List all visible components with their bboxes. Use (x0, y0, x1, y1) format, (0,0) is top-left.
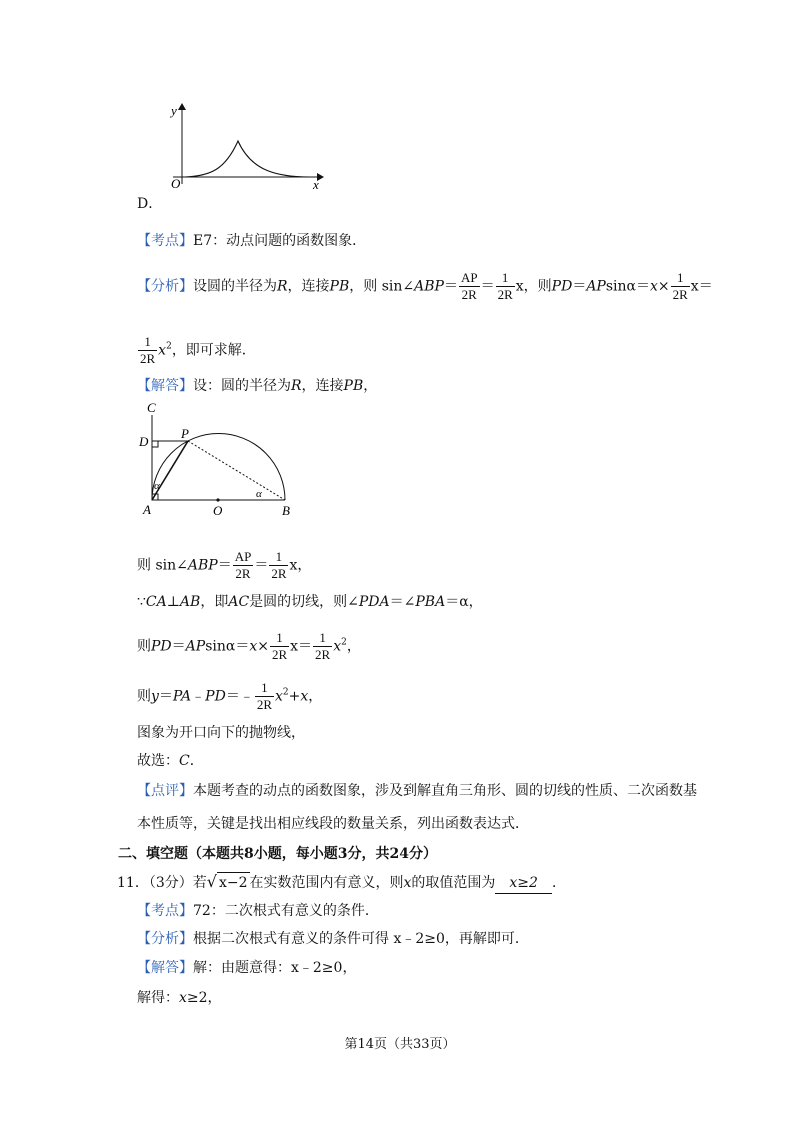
jieda-line (137, 376, 377, 396)
text: ，连接 (287, 278, 330, 295)
text: ， (308, 688, 323, 705)
var-AP: AP (586, 278, 606, 295)
text: sinα＝ (205, 638, 250, 655)
text: 根据二次根式有意义的条件可得 x﹣2≥0，再解即可． (193, 931, 529, 947)
y-axis-label: y (171, 103, 177, 118)
var-CA: CA (145, 594, 167, 610)
text: ． (551, 875, 566, 891)
step-6 (137, 751, 204, 771)
page-footer: 第14页（共33页） (344, 1037, 456, 1052)
text: 的取值范围为 (411, 875, 496, 891)
fraction (496, 270, 515, 303)
numerator: 1 (671, 270, 690, 287)
denominator: 2R (235, 566, 251, 581)
label-alpha-A: α (154, 480, 160, 492)
text: ． (189, 753, 204, 769)
step-4 (137, 680, 322, 713)
text: + (288, 688, 301, 705)
var-ABP: ABP (187, 557, 218, 574)
jieda-tag: 【解答】 (137, 960, 193, 976)
numerator: 1 (255, 680, 274, 697)
dianping-tag: 【点评】 (137, 783, 193, 799)
var-x: x (403, 875, 412, 891)
step-5: 图象为开口向下的抛物线， (137, 725, 305, 741)
denominator: 2R (271, 566, 287, 581)
step-2 (137, 592, 483, 612)
var-R: R (277, 278, 288, 295)
fenxi-tag: 【分析】 (137, 931, 193, 947)
var-PD: PD (205, 688, 226, 705)
exponent: 2 (166, 341, 172, 352)
origin-label: O (171, 176, 181, 191)
text: ≥2， (186, 990, 222, 1006)
kaodian-line (137, 231, 366, 251)
right-angle-D (152, 441, 158, 447)
var-AB: AB (179, 594, 201, 610)
text: ， (346, 638, 361, 655)
denominator: 2R (256, 697, 272, 712)
text: ，则 sin∠ (349, 278, 415, 295)
label-alpha-B: α (256, 488, 262, 500)
var-PB: PB (343, 378, 364, 394)
var-PDA: PDA (358, 594, 390, 610)
jieda-tag: 【解答】 (137, 378, 193, 394)
text: ＝ (443, 278, 458, 295)
numerator: AP (234, 549, 252, 564)
text: ， (363, 378, 378, 394)
fenxi-line-2 (137, 334, 256, 367)
center-O (216, 498, 219, 501)
var-PD: PD (551, 278, 573, 295)
text: × (657, 278, 670, 295)
option-d: D． (137, 196, 163, 212)
fenxi-line (137, 270, 713, 303)
dianping-line-1 (137, 781, 697, 801)
var-x: x (275, 688, 283, 705)
numerator: 1 (138, 334, 157, 351)
text: sinα＝ (605, 278, 650, 295)
text: 在实数范围内有意义，则 (249, 875, 404, 891)
text: （3分）若 (148, 875, 207, 891)
var-PB: PB (329, 278, 350, 295)
var-x: x (158, 342, 167, 359)
text: 解：由题意得：x﹣2≥0， (193, 960, 357, 976)
denominator: 2R (461, 287, 477, 302)
x-axis-label: x (313, 177, 319, 192)
label-O: O (213, 503, 223, 518)
line-PB (188, 441, 285, 500)
question-11 (117, 872, 566, 894)
denominator: 2R (315, 647, 331, 662)
fenxi-tag: 【分析】 (137, 278, 193, 295)
jieda-2-result (137, 988, 222, 1008)
text: ，连接 (301, 378, 344, 394)
text: ＝ (572, 278, 587, 295)
text: x＝ (290, 638, 313, 655)
text: ，即可求解． (171, 342, 256, 359)
kaodian-2 (137, 901, 379, 921)
label-C: C (147, 400, 156, 415)
numerator: 1 (313, 630, 332, 647)
numerator: AP (460, 270, 478, 285)
denominator: 2R (672, 287, 688, 302)
var-x: x (649, 278, 658, 295)
var-PA: PA (172, 688, 192, 705)
fraction (233, 549, 254, 582)
fraction (270, 630, 289, 663)
text: 则 (137, 688, 151, 705)
sqrt-radicand: x−2 (217, 872, 250, 893)
exponent: 2 (341, 637, 347, 648)
text: 本题考查的动点的函数图象，涉及到解直角三角形、圆的切线的性质、二次函数基 (193, 783, 697, 799)
var-R: R (291, 378, 302, 394)
fraction (269, 549, 288, 582)
text: ＝ (480, 278, 495, 295)
text: 则 (137, 638, 151, 655)
kaodian-tag: 【考点】 (137, 903, 193, 919)
function-graph-d (165, 98, 335, 198)
var-x: x (300, 688, 309, 705)
label-D: D (139, 434, 149, 449)
var-ABP: ABP (414, 278, 444, 295)
text: 故选： (137, 753, 179, 769)
var-x: x (249, 638, 258, 655)
text: x＝ (690, 278, 713, 295)
text: ＝ (171, 638, 186, 655)
var-AC: AC (228, 594, 250, 610)
kaodian-tag: 【考点】 (137, 233, 193, 249)
text: ＝ (217, 557, 232, 574)
text: ∵ (137, 594, 146, 610)
var-AP: AP (185, 638, 206, 655)
text: x， (289, 557, 312, 574)
label-P: P (181, 426, 189, 441)
var-PBA: PBA (415, 594, 446, 610)
geometry-figure (135, 400, 300, 520)
text: ＝α， (445, 594, 483, 610)
fraction (255, 680, 274, 713)
step-1 (137, 549, 311, 582)
graph-curve (185, 141, 310, 177)
var-y: y (151, 688, 159, 705)
denominator: 2R (140, 351, 156, 366)
text: 是圆的切线，则∠ (249, 594, 359, 610)
text: 设圆的半径为 (193, 278, 277, 295)
denominator: 2R (271, 647, 288, 662)
var-x: x (179, 990, 187, 1006)
text: 72：二次根式有意义的条件． (193, 903, 379, 919)
answer-blank: x≥2 (495, 873, 552, 894)
fraction (459, 270, 480, 303)
sqrt-sign: √ (206, 872, 217, 891)
fraction (313, 630, 332, 663)
var-PD: PD (151, 638, 172, 655)
text: ﹣ (191, 688, 206, 705)
section-title: 二、填空题（本题共8小题，每小题3分，共24分） (118, 846, 437, 862)
text: 解得： (137, 990, 179, 1006)
jieda-2 (137, 958, 356, 978)
text: 设：圆的半径为 (193, 378, 291, 394)
exponent: 2 (282, 687, 289, 698)
fraction (671, 270, 690, 303)
dianping-line-2: 本性质等，关键是找出相应线段的数量关系，列出函数表达式． (137, 816, 529, 832)
text: ，即 (200, 594, 229, 610)
label-A: A (143, 502, 151, 517)
text: x，则 (515, 278, 552, 295)
denominator: 2R (497, 287, 513, 302)
step-3 (137, 630, 361, 663)
text: ＝ (254, 557, 269, 574)
numerator: 1 (269, 549, 288, 566)
text: ⊥ (166, 594, 180, 610)
fenxi-2 (137, 929, 529, 949)
fraction (138, 334, 157, 367)
kaodian-text: E7：动点问题的函数图象． (193, 233, 367, 249)
question-number: 11． (117, 875, 149, 891)
text: ＝﹣ (225, 688, 254, 705)
numerator: 1 (270, 630, 289, 647)
text: × (257, 638, 269, 655)
text: 则 sin∠ (137, 557, 188, 574)
answer-C: C (179, 753, 190, 769)
text: ＝∠ (389, 594, 416, 610)
numerator: 1 (496, 270, 515, 287)
label-B: B (282, 503, 290, 518)
text: ＝ (158, 688, 173, 705)
var-x: x (333, 638, 342, 655)
